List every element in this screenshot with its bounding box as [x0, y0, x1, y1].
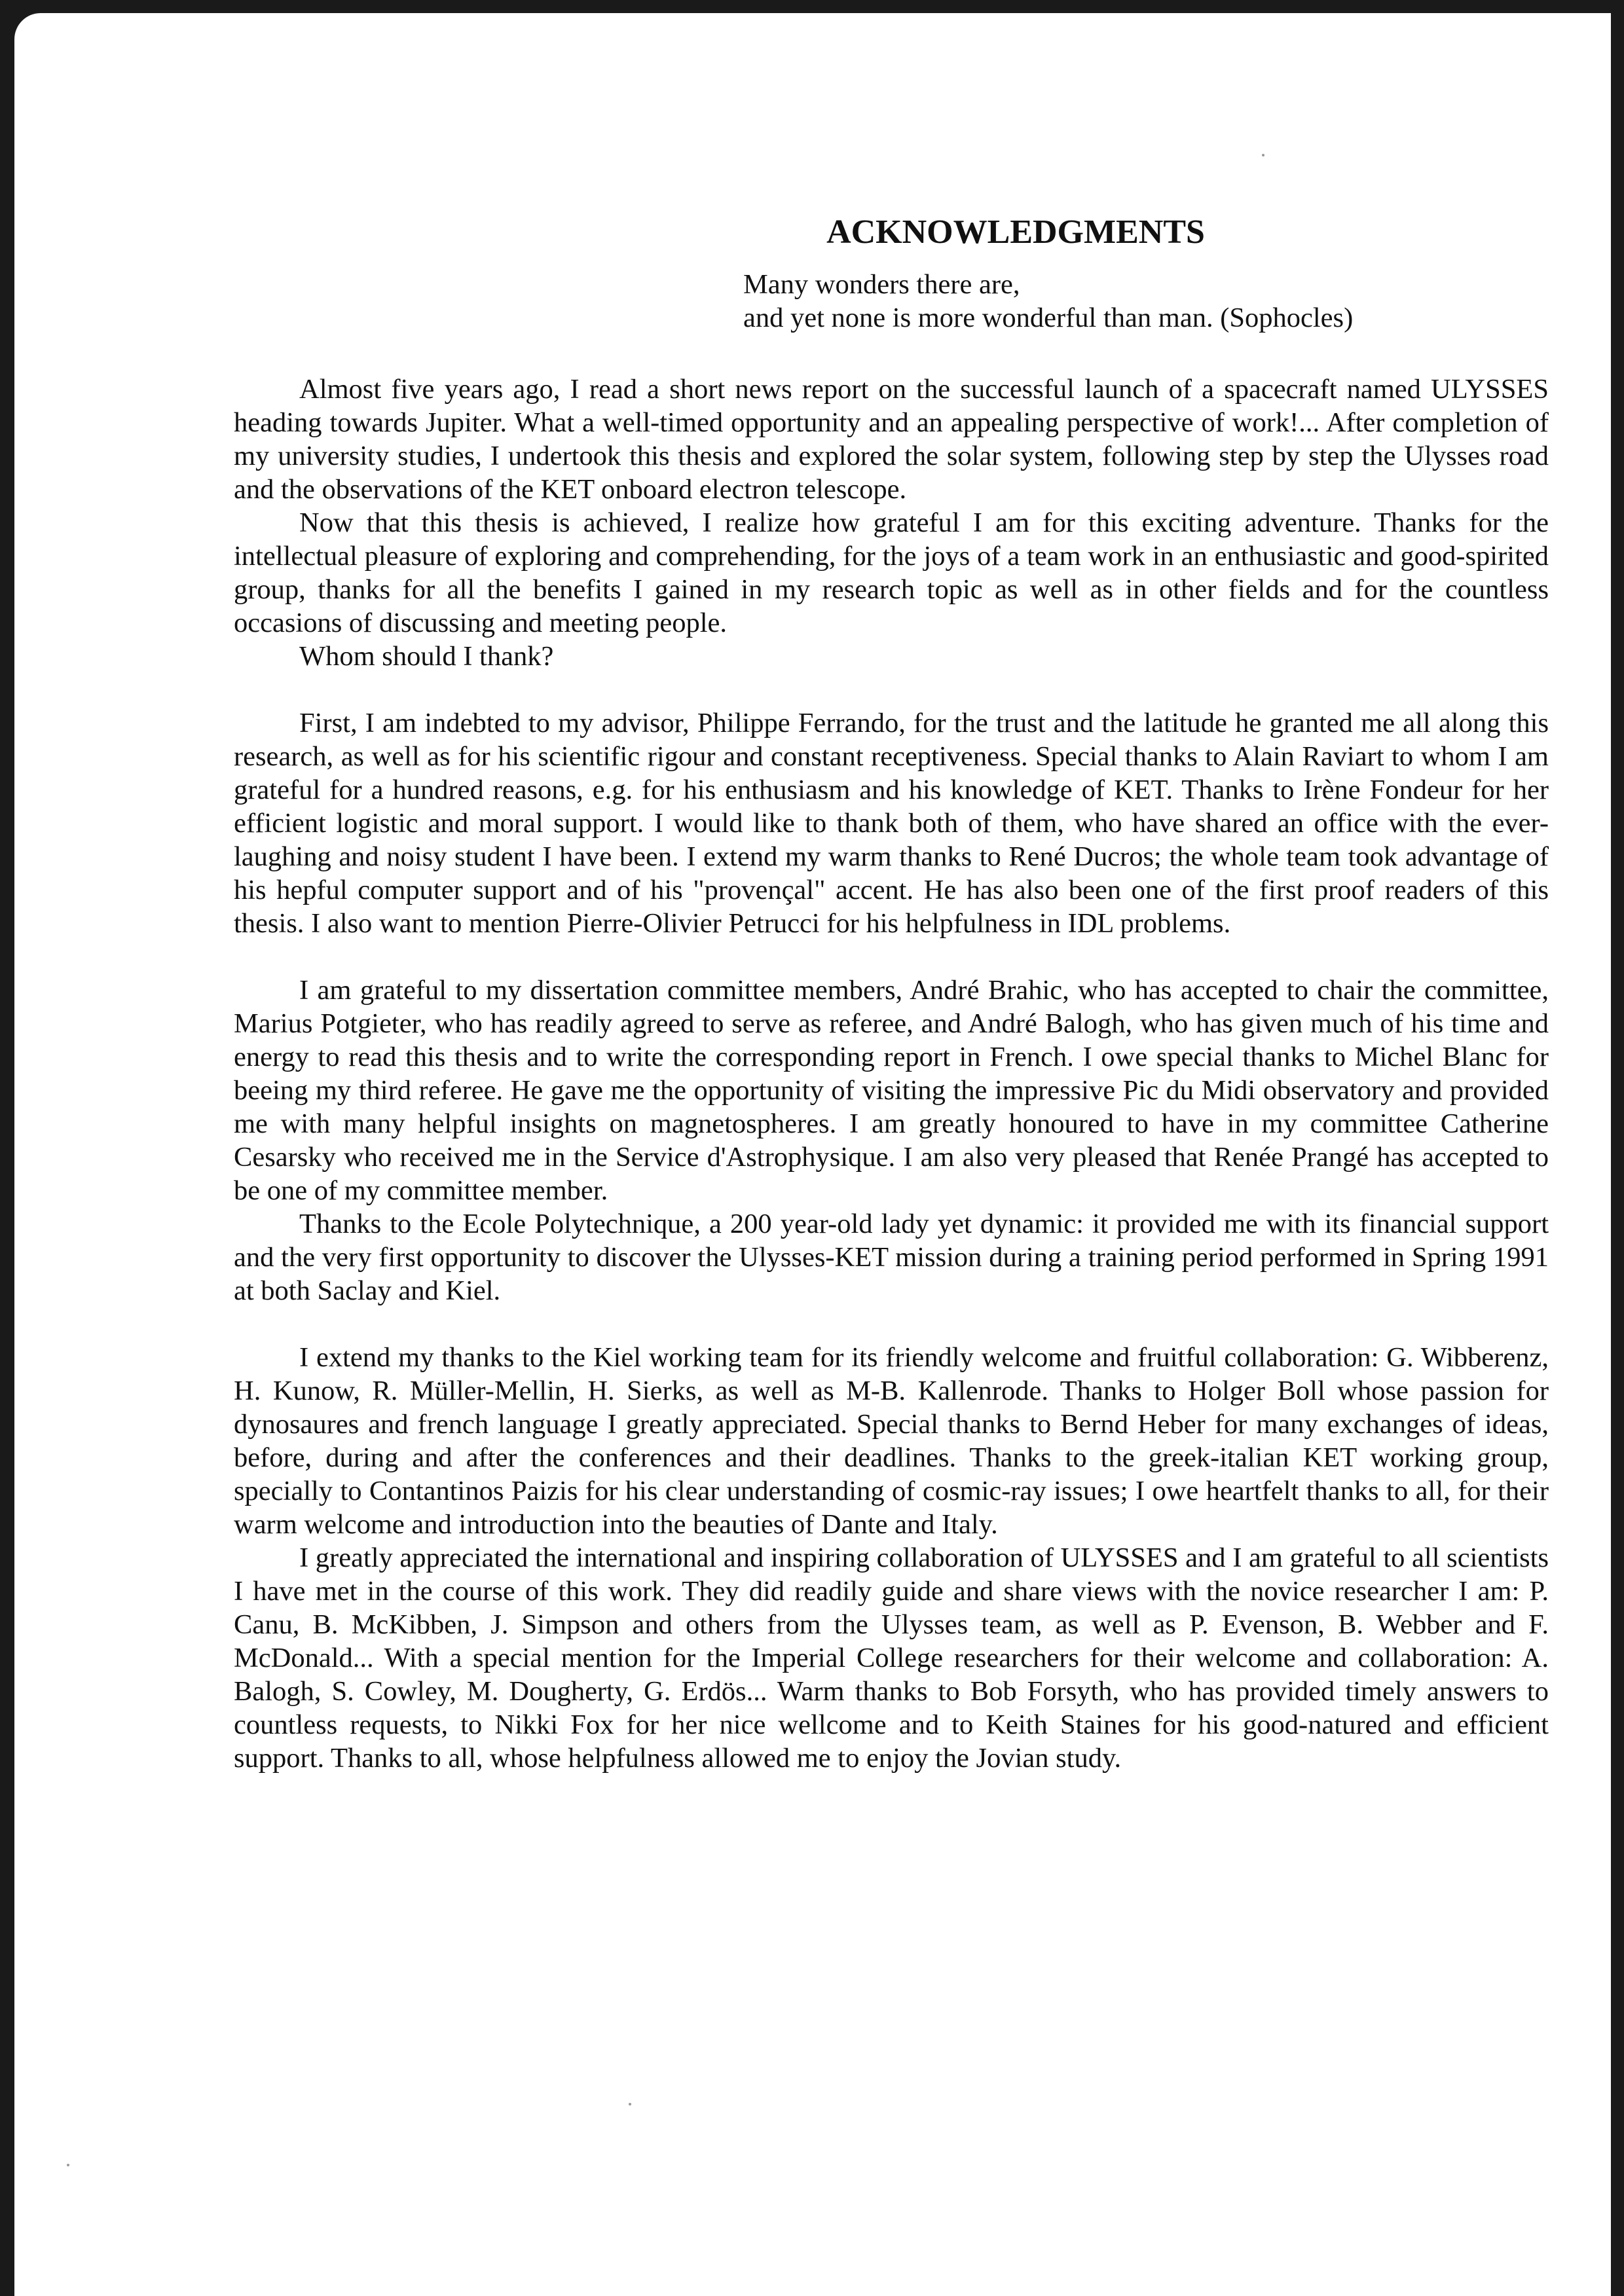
paragraph-kiel-team: I extend my thanks to the Kiel working team for its friendly welcome and fruitful collaboration: G. Wibberenz, H. Kunow, R. Müller-Mellin, H. Sierks, as well as M-B. Kallenrode. Thanks to Holger Boll whose passion for dynosaures and french language I greatly appreciated. Special thanks to Bernd Heber for many exchanges of ideas, before, during and after the conferences and their deadlines. Thanks to the greek-italian KET working group, specially to Contantinos Paizis for his clear understanding of cosmic-ray issues; I owe heartfelt thanks to all, for their warm welcome and introduction into the beauties of Dante and Italy. [234, 1342, 1549, 1540]
epigraph-line-2: and yet none is more wonderful than man. (Sophocles) [743, 302, 1354, 333]
page-content [234, 213, 1549, 1775]
paper-speck [629, 2103, 631, 2105]
paragraph-whom: Whom should I thank? [299, 641, 554, 672]
epigraph-line-1: Many wonders there are, [743, 269, 1020, 300]
page-title: ACKNOWLEDGMENTS [826, 213, 1205, 251]
paragraph-advisor: First, I am indebted to my advisor, Philippe Ferrando, for the trust and the latitude he granted me all along this research, as well as for his scientific rigour and constant receptiveness. Special thanks to Alain Raviart to whom I am grateful for a hundred reasons, e.g. for his enthusiasm and his knowledge of KET. Thanks to Irène Fondeur for her efficient logistic and moral support. I would like to thank both of them, who have shared an office with the ever-laughing and noisy student I have been. I extend my warm thanks to René Ducros; the whole team took advantage of his hepful computer support and of his "provençal" accent. He has also been one of the first proof readers of this thesis. I also want to mention Pierre-Olivier Petrucci for his helpfulness in IDL problems. [234, 708, 1549, 939]
epigraph [743, 268, 1549, 335]
paragraph-committee: I am grateful to my dissertation committee members, André Brahic, who has accepted to chair the committee, Marius Potgieter, who has readily agreed to serve as referee, and André Balogh, who has given much of his time and energy to read this thesis and to write the corresponding report in French. I owe special thanks to Michel Blanc for beeing my third referee. He gave me the opportunity of visiting the impressive Pic du Midi observatory and provided me with many helpful insights on magnetospheres. I am greatly honoured to have in my committee Catherine Cesarsky who received me in the Service d'Astrophysique. I am also very pleased that Renée Prangé has accepted to be one of my committee member. [234, 975, 1549, 1206]
paragraph-launch: Almost five years ago, I read a short news report on the successful launch of a spacecraft named ULYSSES heading towards Jupiter. What a well-timed opportunity and an appealing perspective of work!... After completion of my university studies, I undertook this thesis and explored the solar system, following step by step the Ulysses road and the observations of the KET onboard electron telescope. [234, 374, 1549, 505]
paragraph-collaboration: I greatly appreciated the international and inspiring collaboration of ULYSSES and I am grateful to all scientists I have met in the course of this work. They did readily guide and share views with the novice researcher I am: P. Canu, B. McKibben, J. Simpson and others from the Ulysses team, as well as P. Evenson, B. Webber and F. McDonald... With a special mention for the Imperial College researchers for their welcome and collaboration: A. Balogh, S. Cowley, M. Dougherty, G. Erdös... Warm thanks to Bob Forsyth, who has provided timely answers to countless requests, to Nikki Fox for her nice wellcome and to Keith Staines for his good-natured and efficient support. Thanks to all, whose helpfulness allowed me to enjoy the Jovian study. [234, 1542, 1549, 1774]
paper-speck [1262, 154, 1264, 156]
paragraph-gratitude: Now that this thesis is achieved, I realize how grateful I am for this exciting adventure. Thanks for the intellectual pleasure of exploring and comprehending, for the joys of a team work in an enthusiastic and good-spirited group, thanks for all the benefits I gained in my research topic as well as in other fields and for the countless occasions of discussing and meeting people. [234, 507, 1549, 638]
paper-speck [67, 2164, 69, 2166]
document-page [14, 13, 1611, 2296]
paragraph-polytechnique: Thanks to the Ecole Polytechnique, a 200 year-old lady yet dynamic: it provided me with its financial support and the very first opportunity to discover the Ulysses-KET mission during a training period performed in Spring 1991 at both Saclay and Kiel. [234, 1209, 1549, 1306]
